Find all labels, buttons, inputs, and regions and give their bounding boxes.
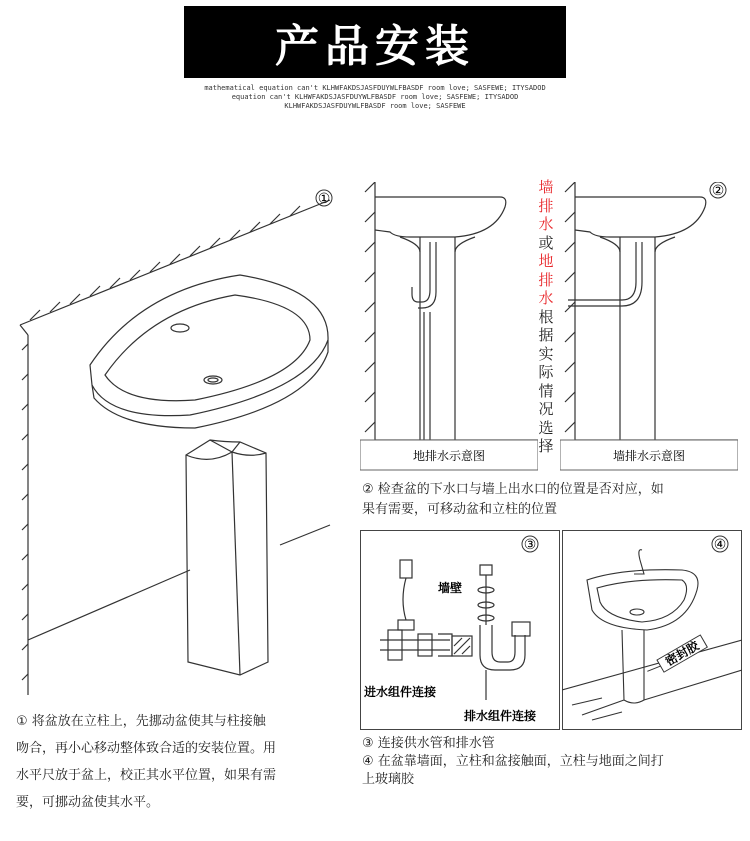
header-subtext-2: equation can't KLHWFAKDSJASFDUYWLFBASDF room love; SASFEWE; ITYSADOD: [231, 93, 519, 101]
sealant-tube: [644, 634, 707, 679]
wall-drain-caption: 墙排水示意图: [612, 449, 686, 463]
step34-caption: [362, 735, 744, 789]
step1-caption-line-1: ① 将盆放在立柱上，先挪动盆使其与柱接触: [16, 714, 266, 729]
floor-drain-caption: 地排水示意图: [412, 449, 486, 463]
step4-caption-line-2: 上玻璃胶: [362, 772, 415, 787]
step1-caption-line-3: 水平尺放于盆上，校正其水平位置，如果有需: [16, 768, 277, 783]
inlet-assembly-label: 进水组件连接: [364, 685, 437, 699]
step1-caption-line-4: 要，可挪动盆使其水平。: [16, 795, 160, 810]
step2-number: ②: [711, 182, 725, 198]
step2-caption: [362, 480, 744, 520]
sealant-label: 密封胶: [663, 638, 702, 669]
step3-number: ③: [523, 536, 537, 552]
header-subtext-1: mathematical equation can't KLHWFAKDSJASFDUYWLFBASDF room love; SASFEWE; ITYSADOD: [204, 84, 546, 92]
step1-caption-line-2: 吻合，再小心移动整体致合适的安装位置。用: [16, 741, 277, 756]
floor-drain-diagram: [360, 182, 538, 472]
step4-number: ④: [713, 536, 727, 552]
header-subtext-3: KLHWFAKDSJASFDUYWLFBASDF room love; SASFEWE: [284, 102, 466, 110]
step3-caption-line: ③ 连接供水管和排水管: [362, 736, 495, 751]
step2-caption-line-2: 果有需要，可移动盆和立柱的位置: [362, 502, 558, 517]
step1-illustration: [10, 180, 345, 700]
page-title: 产品安装: [184, 6, 566, 78]
step1-number: ①: [317, 190, 331, 206]
wall-drain-diagram: [560, 182, 738, 472]
step2-caption-line-1: ② 检查盆的下水口与墙上出水口的位置是否对应，如: [362, 482, 664, 497]
step3-illustration: [360, 530, 560, 730]
wall-label: 墙壁: [438, 581, 463, 595]
step4-illustration: [562, 530, 742, 730]
step1-caption: [16, 708, 346, 816]
drain-choice-note: 墙排水或地排水根据实际情况选择: [538, 178, 554, 455]
drain-assembly-label: 排水组件连接: [464, 709, 537, 723]
step4-caption-line-1: ④ 在盆靠墙面，立柱和盆接触面，立柱与地面之间打: [362, 754, 664, 769]
